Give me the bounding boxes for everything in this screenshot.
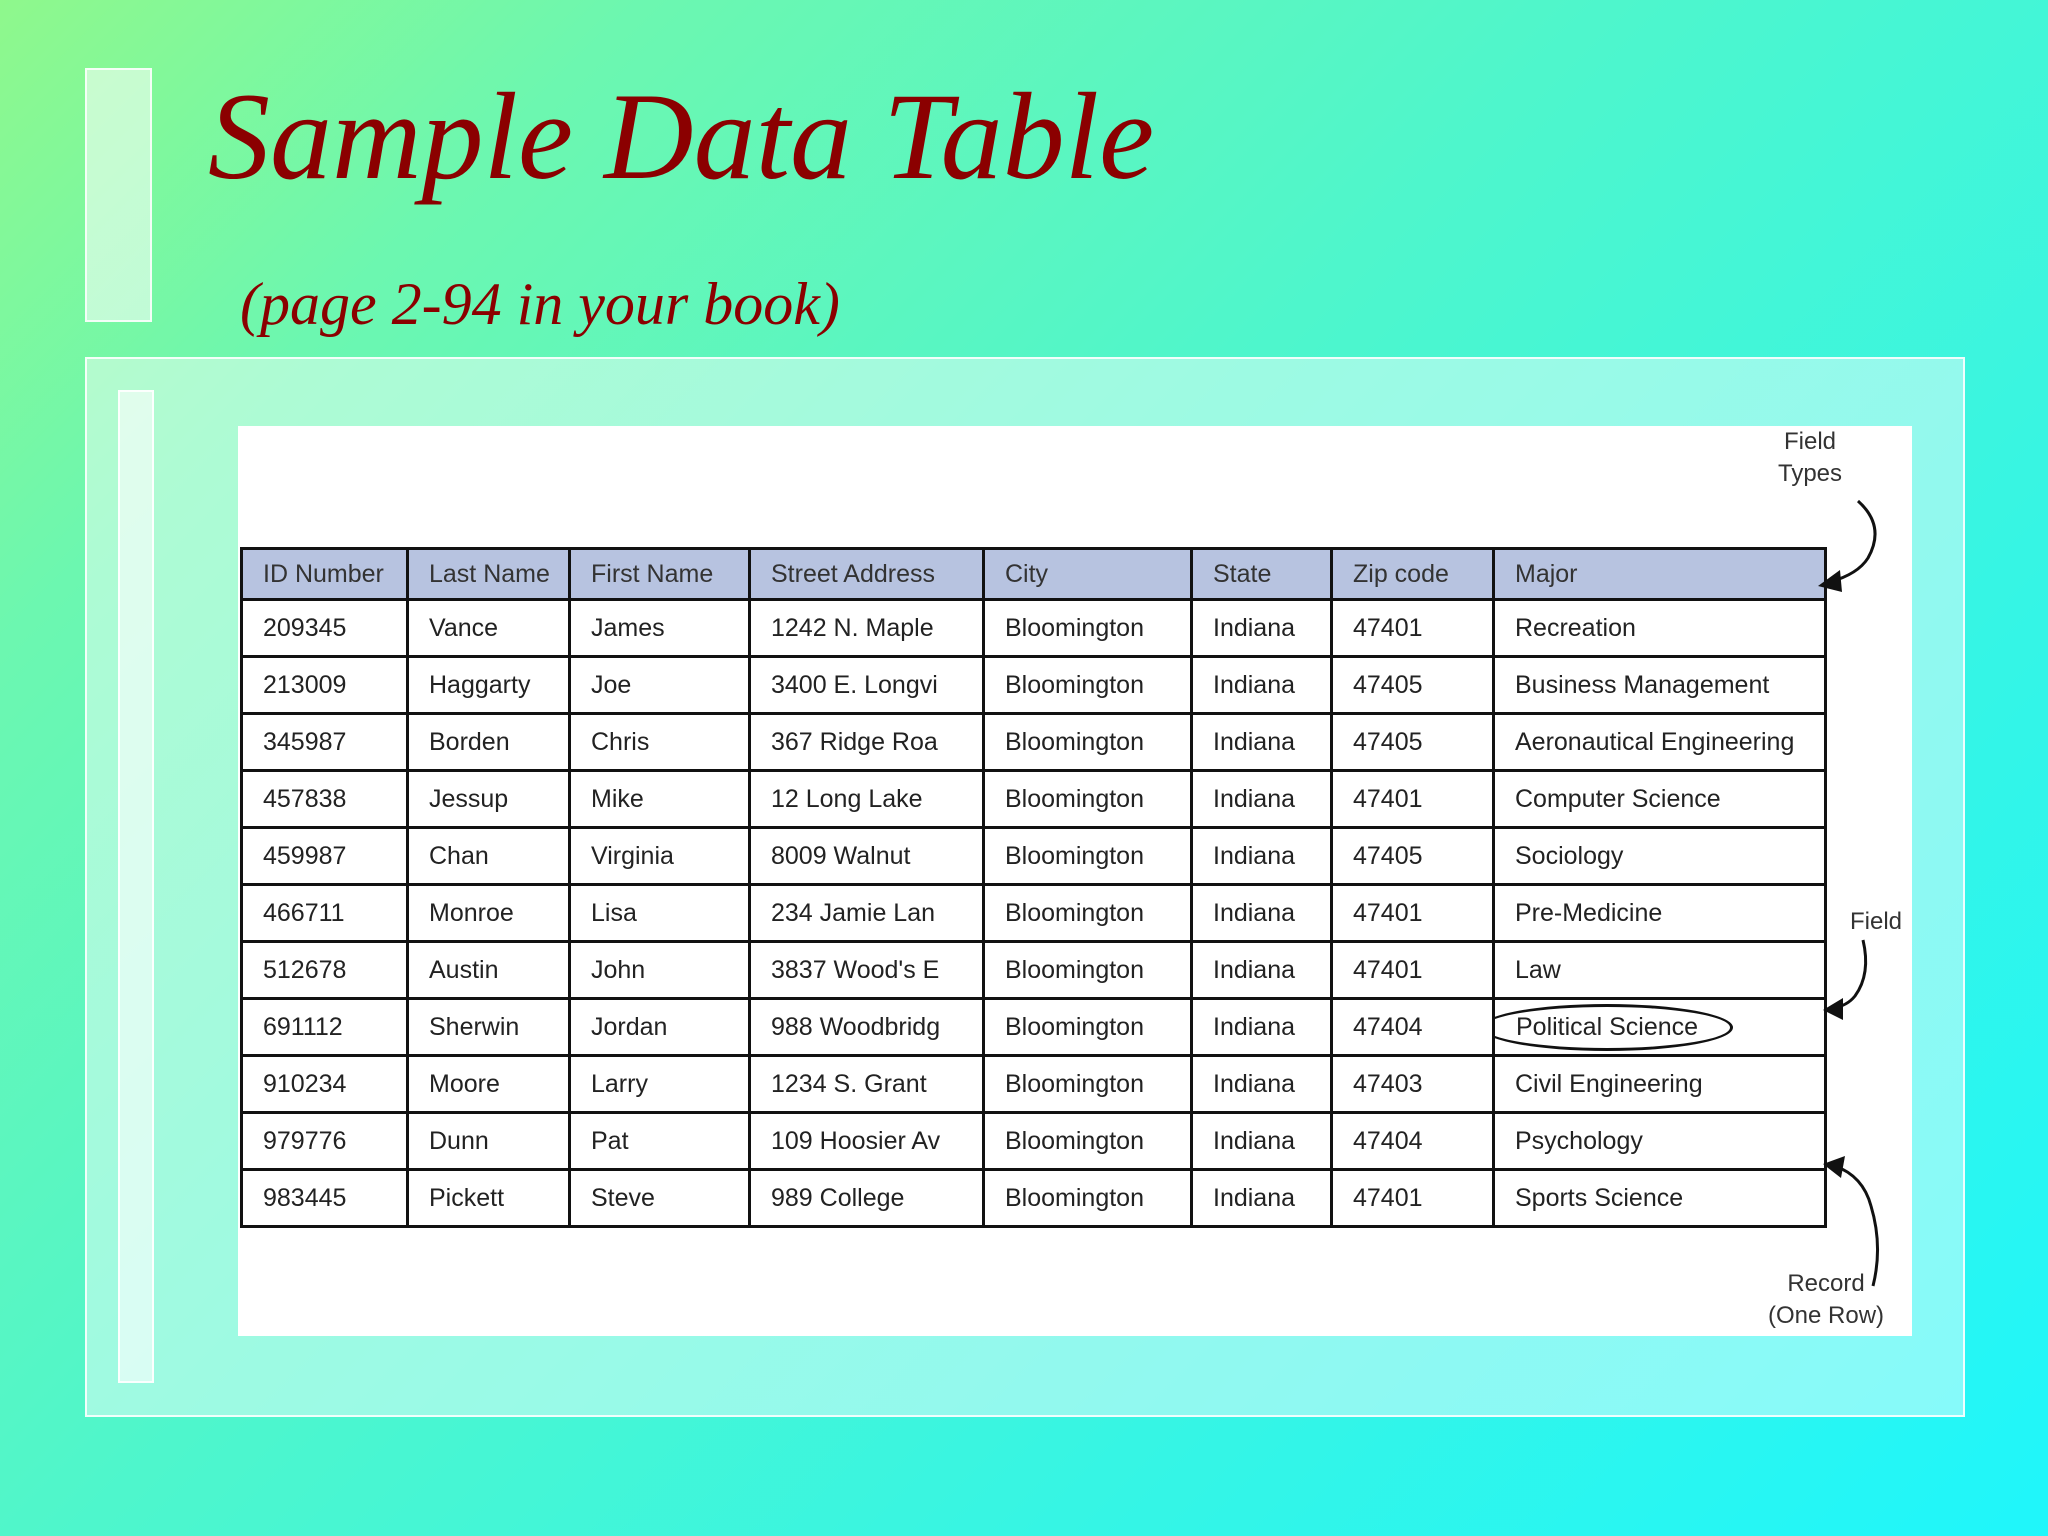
table-cell: Indiana: [1192, 1170, 1332, 1227]
table-cell: Indiana: [1192, 771, 1332, 828]
slide-subtitle: (page 2-94 in your book): [240, 271, 840, 337]
column-header: First Name: [570, 549, 750, 600]
title-accent-bar: [85, 68, 152, 322]
table-cell: 47403: [1332, 1056, 1494, 1113]
column-header: ID Number: [242, 549, 408, 600]
column-header: State: [1192, 549, 1332, 600]
table-cell: Indiana: [1192, 999, 1332, 1056]
table-cell: Haggarty: [408, 657, 570, 714]
table-cell: 12 Long Lake: [750, 771, 984, 828]
table-cell: 910234: [242, 1056, 408, 1113]
table-cell: 345987: [242, 714, 408, 771]
table-cell: 47401: [1332, 1170, 1494, 1227]
table-cell: 979776: [242, 1113, 408, 1170]
table-cell: Indiana: [1192, 657, 1332, 714]
table-cell: Bloomington: [984, 885, 1192, 942]
field-types-label-line2: Types: [1778, 460, 1843, 487]
table-cell: [1494, 999, 1826, 1056]
table-header: [242, 549, 1826, 600]
table-cell: Aeronautical Engineering: [1494, 714, 1826, 771]
table-cell: 47401: [1332, 942, 1494, 999]
sample-table-figure: [238, 426, 1912, 1336]
table-cell: Pickett: [408, 1170, 570, 1227]
table-cell: Monroe: [408, 885, 570, 942]
table-row: [242, 828, 1826, 885]
table-cell: 691112: [242, 999, 408, 1056]
table-cell: Mike: [570, 771, 750, 828]
table-cell: Law: [1494, 942, 1826, 999]
table-row: [242, 942, 1826, 999]
table-cell: John: [570, 942, 750, 999]
column-header: Zip code: [1332, 549, 1494, 600]
table-cell: Jordan: [570, 999, 750, 1056]
table-cell: Civil Engineering: [1494, 1056, 1826, 1113]
table-cell: 989 College: [750, 1170, 984, 1227]
record-label: [1768, 1268, 1884, 1332]
table-cell: Psychology: [1494, 1113, 1826, 1170]
table-cell: Borden: [408, 714, 570, 771]
table-cell: Computer Science: [1494, 771, 1826, 828]
table-cell: Bloomington: [984, 1113, 1192, 1170]
table-row: [242, 771, 1826, 828]
table-row: [242, 885, 1826, 942]
table-cell: Business Management: [1494, 657, 1826, 714]
table-cell: Pat: [570, 1113, 750, 1170]
table-cell: 983445: [242, 1170, 408, 1227]
table-cell: Bloomington: [984, 999, 1192, 1056]
table-cell: 3400 E. Longvi: [750, 657, 984, 714]
table-cell: 466711: [242, 885, 408, 942]
table-cell: Chan: [408, 828, 570, 885]
table-cell: Bloomington: [984, 942, 1192, 999]
table-cell: Dunn: [408, 1113, 570, 1170]
table-row: [242, 714, 1826, 771]
table-cell: Bloomington: [984, 1056, 1192, 1113]
table-cell: James: [570, 600, 750, 657]
table-cell: 457838: [242, 771, 408, 828]
table-row: [242, 657, 1826, 714]
table-cell: Lisa: [570, 885, 750, 942]
column-header: City: [984, 549, 1192, 600]
table-cell: 47401: [1332, 771, 1494, 828]
table-row: [242, 1170, 1826, 1227]
table-cell: 1234 S. Grant: [750, 1056, 984, 1113]
column-header: Street Address: [750, 549, 984, 600]
table-cell: 234 Jamie Lan: [750, 885, 984, 942]
table-cell: Bloomington: [984, 714, 1192, 771]
table-row: [242, 999, 1826, 1056]
table-cell: 459987: [242, 828, 408, 885]
table-row: [242, 1056, 1826, 1113]
table-cell: Indiana: [1192, 1056, 1332, 1113]
table-cell: 47404: [1332, 1113, 1494, 1170]
table-cell: Indiana: [1192, 714, 1332, 771]
table-cell: Recreation: [1494, 600, 1826, 657]
table-cell: Indiana: [1192, 942, 1332, 999]
data-table: [240, 547, 1827, 1228]
table-cell: Steve: [570, 1170, 750, 1227]
table-cell: Sherwin: [408, 999, 570, 1056]
table-cell: 1242 N. Maple: [750, 600, 984, 657]
table-cell: 47405: [1332, 828, 1494, 885]
table-cell: Indiana: [1192, 885, 1332, 942]
table-cell: 512678: [242, 942, 408, 999]
field-label: Field: [1850, 908, 1903, 935]
table-cell: 47405: [1332, 714, 1494, 771]
table-cell: Austin: [408, 942, 570, 999]
table-row: [242, 1113, 1826, 1170]
table-cell: Bloomington: [984, 771, 1192, 828]
table-cell: 47405: [1332, 657, 1494, 714]
table-cell: 213009: [242, 657, 408, 714]
column-header: Major: [1494, 549, 1826, 600]
table-cell: 209345: [242, 600, 408, 657]
bullet-accent-bar: [118, 390, 154, 1383]
table-cell: 47401: [1332, 885, 1494, 942]
table-cell: Vance: [408, 600, 570, 657]
field-arrow-icon: [1823, 938, 1883, 1038]
table-cell: Pre-Medicine: [1494, 885, 1826, 942]
table-cell: 8009 Walnut: [750, 828, 984, 885]
table-cell: 3837 Wood's E: [750, 942, 984, 999]
table-cell: Moore: [408, 1056, 570, 1113]
table-cell: 367 Ridge Roa: [750, 714, 984, 771]
table-cell: Joe: [570, 657, 750, 714]
table-cell: Jessup: [408, 771, 570, 828]
record-label-line1: Record: [1787, 1270, 1865, 1297]
table-cell: Sports Science: [1494, 1170, 1826, 1227]
table-cell: Larry: [570, 1056, 750, 1113]
record-label-line2: (One Row): [1768, 1302, 1885, 1329]
table-body: [242, 600, 1826, 1227]
table-cell: Sociology: [1494, 828, 1826, 885]
table-cell: Virginia: [570, 828, 750, 885]
table-cell: Bloomington: [984, 828, 1192, 885]
table-cell: 47404: [1332, 999, 1494, 1056]
slide-title: Sample Data Table: [208, 68, 1155, 205]
table-cell: Bloomington: [984, 1170, 1192, 1227]
field-types-arrow-icon: [1818, 496, 1888, 606]
table-cell: Indiana: [1192, 828, 1332, 885]
table-cell: 47401: [1332, 600, 1494, 657]
table-cell: 109 Hoosier Av: [750, 1113, 984, 1170]
table-cell: 988 Woodbridg: [750, 999, 984, 1056]
field-types-label: [1778, 426, 1842, 490]
table-cell: Indiana: [1192, 600, 1332, 657]
table-cell: Bloomington: [984, 600, 1192, 657]
table-cell: Chris: [570, 714, 750, 771]
table-row: [242, 600, 1826, 657]
column-header: Last Name: [408, 549, 570, 600]
table-cell: Indiana: [1192, 1113, 1332, 1170]
circled-field-value: Political Science: [1494, 1004, 1734, 1051]
field-types-label-line1: Field: [1784, 428, 1837, 455]
table-cell: Bloomington: [984, 657, 1192, 714]
table-header-row: [242, 549, 1826, 600]
